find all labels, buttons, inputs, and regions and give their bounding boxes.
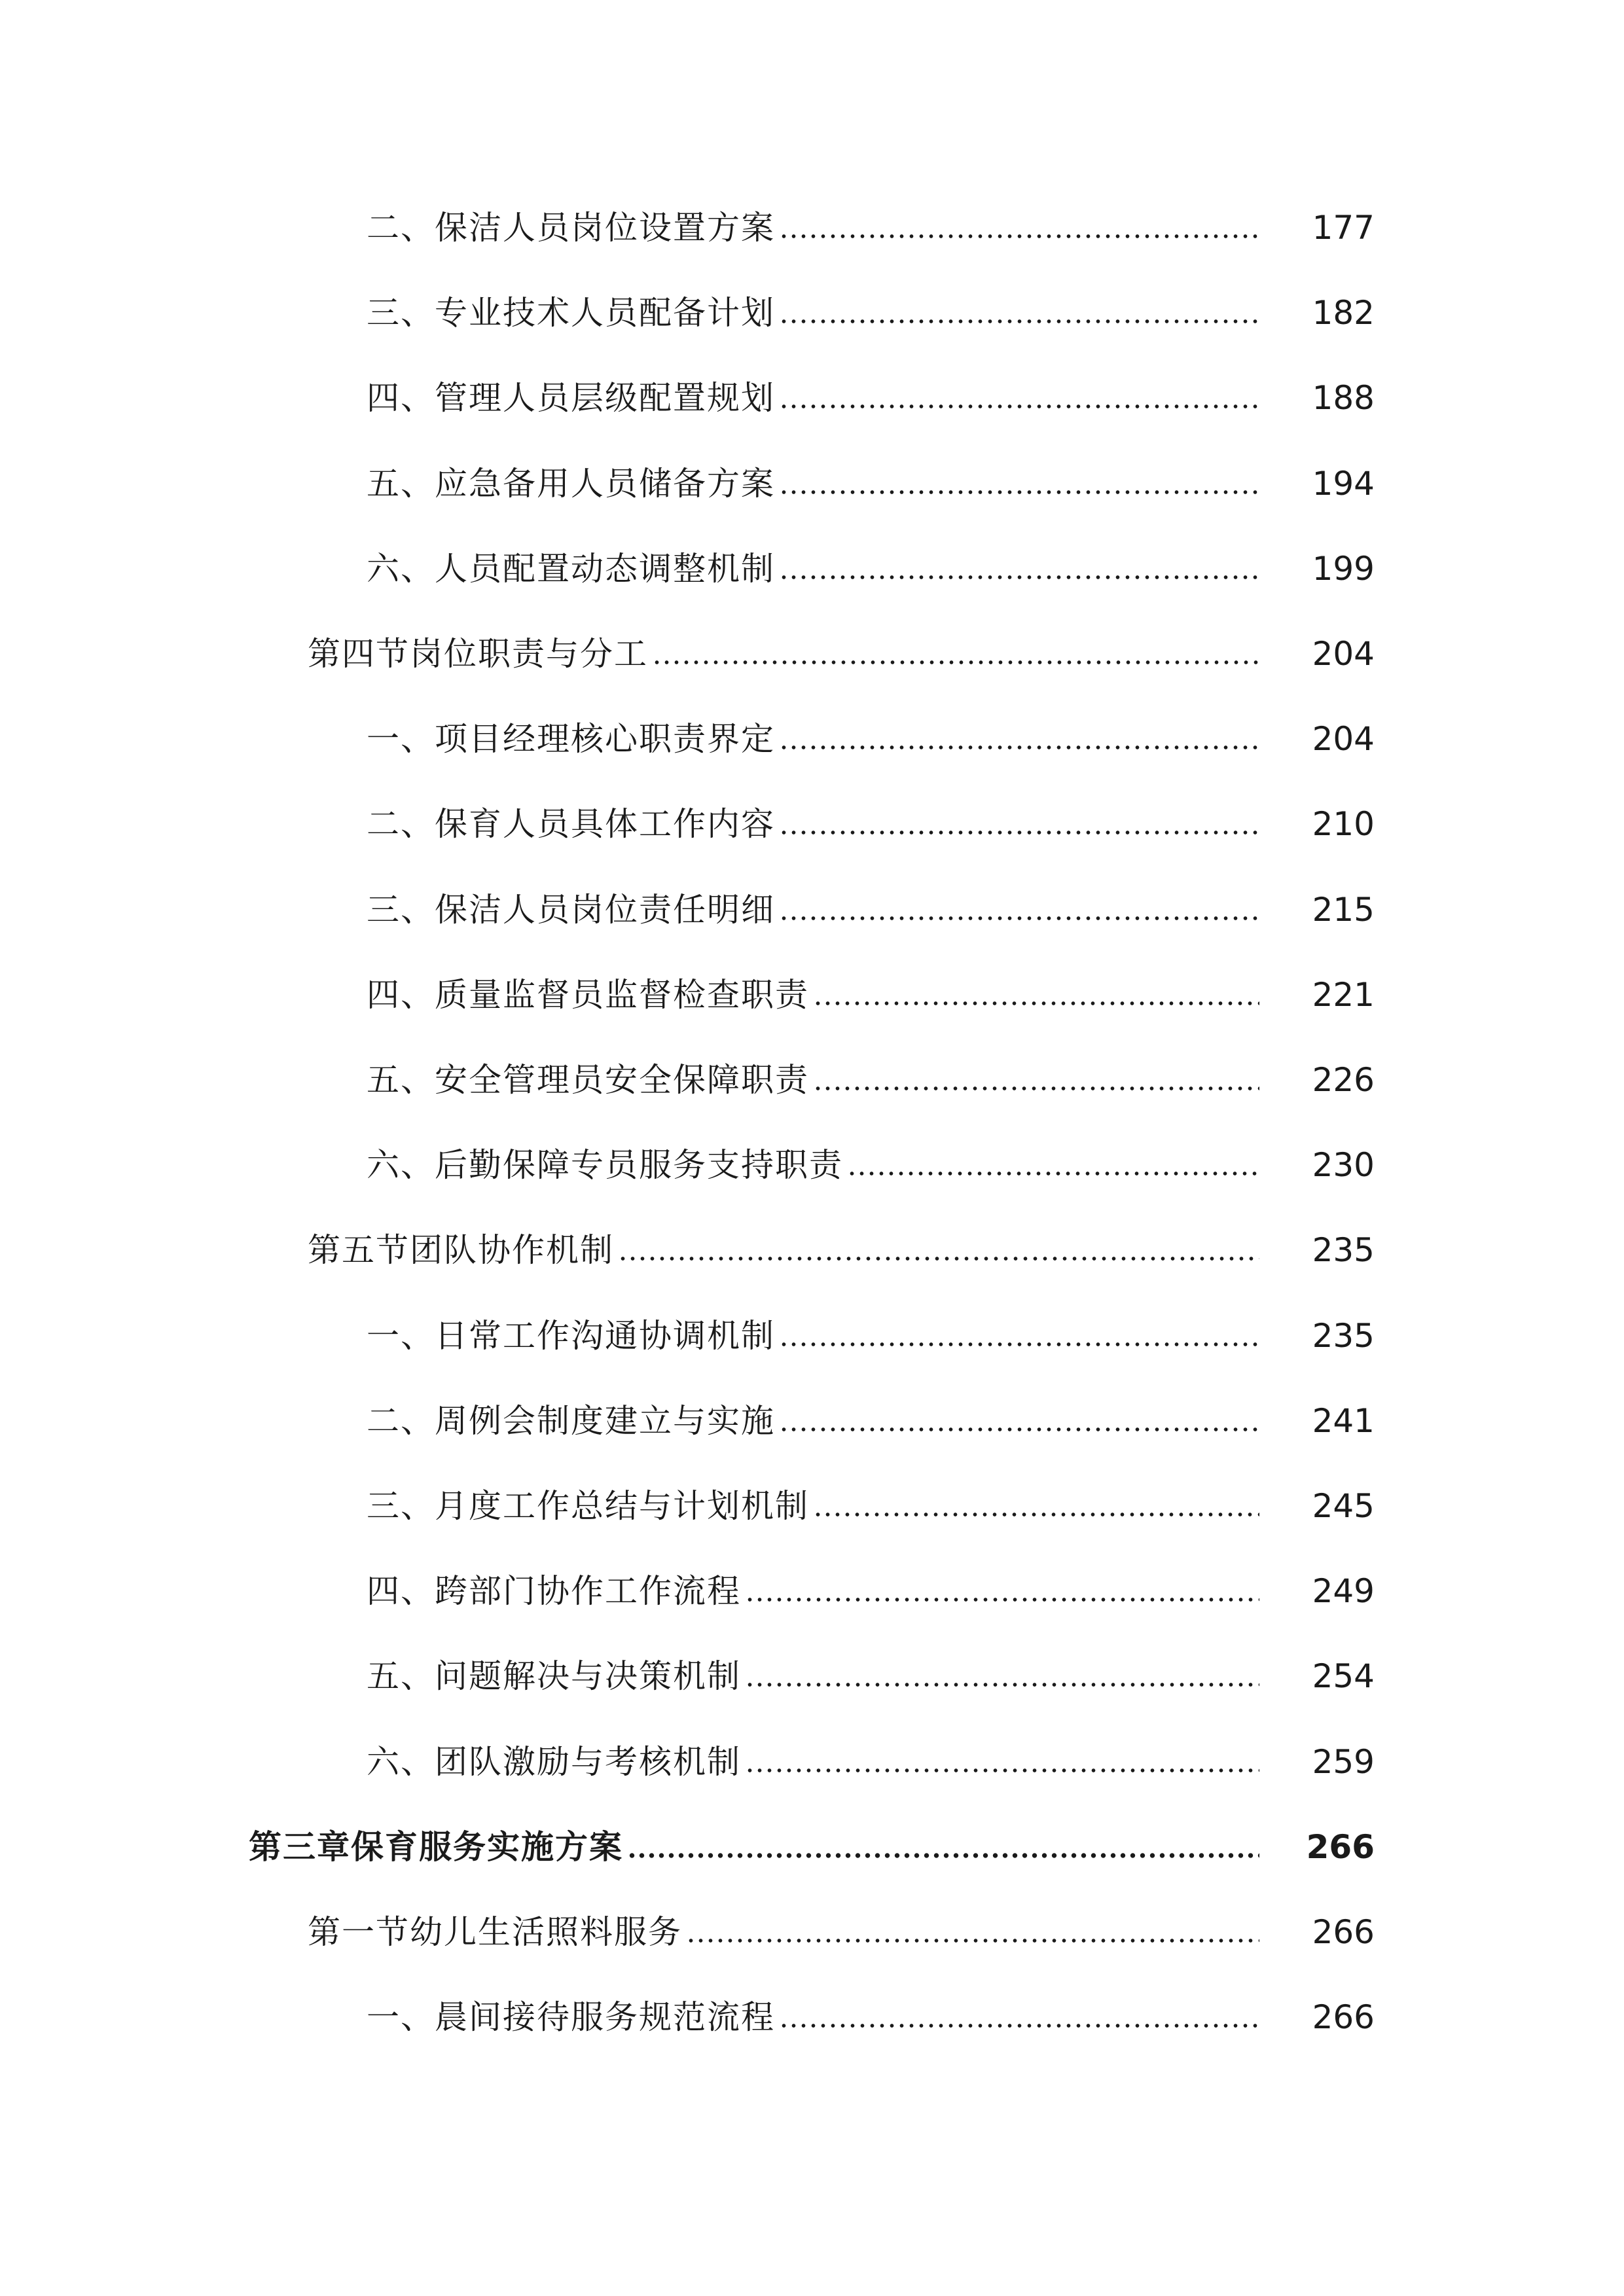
toc-entry[interactable]: [0, 785, 1624, 844]
toc-entry-page-number: 241: [1312, 1401, 1375, 1440]
toc-entry[interactable]: [0, 1382, 1624, 1441]
toc-entry-title: 六、人员配置动态调整机制: [367, 549, 775, 588]
toc-entry[interactable]: [0, 529, 1624, 588]
toc-entry-page-number: 226: [1312, 1061, 1375, 1099]
toc-entry-title: 一、日常工作沟通协调机制: [367, 1316, 775, 1355]
toc-entry[interactable]: [0, 359, 1624, 418]
toc-entry[interactable]: [0, 1978, 1624, 2037]
toc-entry-page-number: 235: [1312, 1316, 1375, 1355]
toc-entry-title: 六、团队激励与考核机制: [367, 1742, 741, 1781]
toc-entry[interactable]: [0, 274, 1624, 332]
toc-entry-page-number: 204: [1312, 720, 1375, 759]
dot-leader: [779, 1425, 1259, 1434]
toc-entry[interactable]: [0, 1467, 1624, 1526]
dot-leader: [813, 999, 1259, 1008]
toc-entry-page-number: 266: [1312, 1998, 1375, 2037]
dot-leader: [779, 828, 1259, 837]
toc-entry-page-number: 199: [1312, 549, 1375, 588]
dot-leader: [745, 1680, 1259, 1689]
toc-entry[interactable]: [0, 1041, 1624, 1100]
toc-entry-title: 三、保洁人员岗位责任明细: [367, 890, 775, 929]
dot-leader: [779, 914, 1259, 923]
dot-leader: [779, 573, 1259, 582]
toc-entry[interactable]: [0, 1808, 1624, 1867]
toc-entry-page-number: 235: [1312, 1231, 1375, 1270]
toc-entry-title: 五、问题解决与决策机制: [367, 1657, 741, 1696]
toc-entry-title: 五、应急备用人员储备方案: [367, 464, 775, 503]
toc-entry[interactable]: [0, 1211, 1624, 1270]
toc-entry[interactable]: [0, 615, 1624, 673]
toc-entry-title: 二、周例会制度建立与实施: [367, 1401, 775, 1440]
toc-entry-page-number: 204: [1312, 635, 1375, 673]
toc-entry-title: 二、保育人员具体工作内容: [367, 805, 775, 844]
toc-entry-page-number: 210: [1312, 805, 1375, 844]
dot-leader: [745, 1595, 1259, 1604]
toc-entry-page-number: 249: [1312, 1572, 1375, 1611]
toc-entry-page-number: 221: [1312, 975, 1375, 1014]
toc-entry[interactable]: [0, 956, 1624, 1014]
toc-entry[interactable]: [0, 1297, 1624, 1355]
toc-entry-title: 五、安全管理员安全保障职责: [367, 1061, 809, 1099]
toc-entry-page-number: 266: [1312, 1913, 1375, 1951]
dot-leader: [779, 2021, 1259, 2030]
dot-leader: [745, 1766, 1259, 1775]
dot-leader: [779, 1340, 1259, 1349]
toc-entry[interactable]: [0, 188, 1624, 247]
toc-entry-title: 第三章保育服务实施方案: [249, 1827, 623, 1866]
toc-entry[interactable]: [0, 1723, 1624, 1782]
toc-entry-title: 四、质量监督员监督检查职责: [367, 975, 809, 1014]
toc-entry-title: 六、后勤保障专员服务支持职责: [367, 1146, 843, 1185]
dot-leader: [618, 1254, 1259, 1263]
toc-entry[interactable]: [0, 1893, 1624, 1952]
dot-leader: [779, 317, 1259, 326]
toc-entry[interactable]: [0, 1637, 1624, 1696]
toc-entry-title: 三、月度工作总结与计划机制: [367, 1487, 809, 1525]
toc-entry-page-number: 182: [1312, 294, 1375, 332]
toc-entry-title: 二、保洁人员岗位设置方案: [367, 209, 775, 247]
toc-entry-page-number: 194: [1312, 464, 1375, 503]
dot-leader: [779, 743, 1259, 752]
toc-entry-title: 四、管理人员层级配置规划: [367, 379, 775, 418]
toc-entry-title: 第五节团队协作机制: [308, 1231, 614, 1270]
toc-entry-page-number: 188: [1312, 379, 1375, 418]
toc-entry-page-number: 259: [1312, 1742, 1375, 1781]
toc-entry-page-number: 245: [1312, 1487, 1375, 1525]
dot-leader: [779, 232, 1259, 241]
dot-leader: [779, 488, 1259, 497]
toc-entry-title: 一、晨间接待服务规范流程: [367, 1998, 775, 2037]
dot-leader: [813, 1510, 1259, 1519]
toc-entry-page-number: 230: [1312, 1146, 1375, 1185]
toc-entry-page-number: 177: [1312, 209, 1375, 247]
toc-entry-page-number: 215: [1312, 890, 1375, 929]
dot-leader: [847, 1169, 1259, 1178]
toc-entry[interactable]: [0, 700, 1624, 759]
toc-entry-title: 三、专业技术人员配备计划: [367, 294, 775, 332]
dot-leader: [686, 1936, 1259, 1945]
dot-leader: [779, 402, 1259, 411]
toc-entry[interactable]: [0, 1552, 1624, 1611]
dot-leader: [813, 1084, 1259, 1093]
toc-entry-page-number: 254: [1312, 1657, 1375, 1696]
toc-entry-title: 第四节岗位职责与分工: [308, 635, 648, 673]
toc-entry-page-number: 266: [1306, 1827, 1375, 1866]
toc-entry[interactable]: [0, 870, 1624, 929]
dot-leader: [652, 658, 1259, 667]
toc-entry[interactable]: [0, 1126, 1624, 1185]
toc-entry-title: 四、跨部门协作工作流程: [367, 1572, 741, 1611]
toc-entry[interactable]: [0, 444, 1624, 503]
toc-entry-title: 第一节幼儿生活照料服务: [308, 1913, 682, 1951]
toc-entry-title: 一、项目经理核心职责界定: [367, 720, 775, 759]
dot-leader: [627, 1851, 1259, 1860]
